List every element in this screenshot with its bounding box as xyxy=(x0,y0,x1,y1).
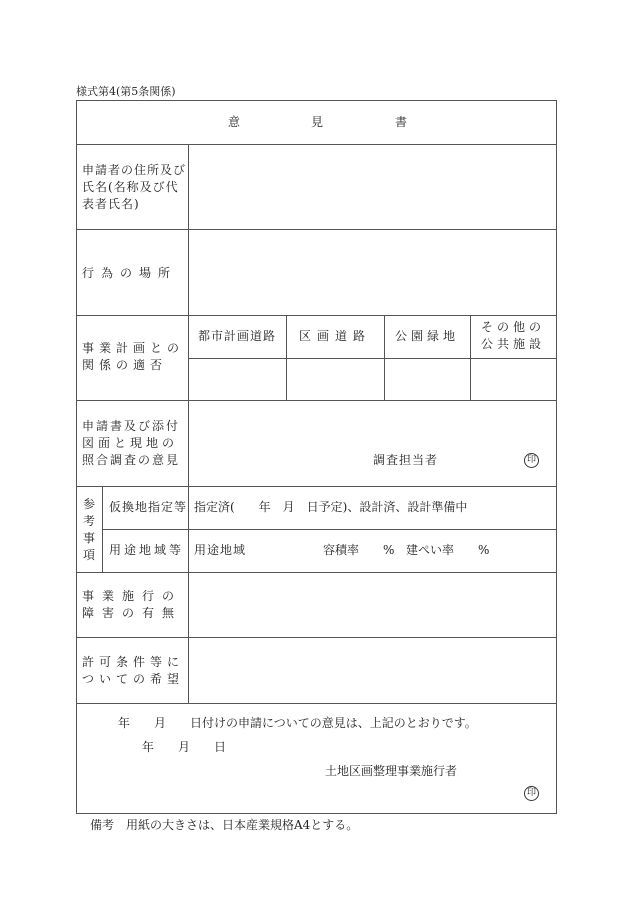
obstacle-label: 事業施行の 障害の有無 xyxy=(82,589,183,620)
inspector-label: 調査担当者 xyxy=(373,453,439,467)
permit-field[interactable] xyxy=(190,639,555,702)
plan-park-field[interactable] xyxy=(386,360,469,399)
plan-col-park: 公園緑地 xyxy=(394,329,459,343)
coverage-ratio: 建ぺい率 % xyxy=(406,543,490,557)
location-field[interactable] xyxy=(190,231,555,314)
title-char: 意 xyxy=(228,115,242,129)
obstacle-field[interactable] xyxy=(190,574,555,636)
implementer-label: 土地区画整理事業施行者 xyxy=(325,764,458,778)
footer-date: 年 月 日 xyxy=(142,740,227,754)
plan-block-road-field[interactable] xyxy=(288,360,383,399)
plan-label: 事業計画との 関係の適否 xyxy=(82,341,185,372)
use-district: 用途地域 xyxy=(194,543,247,557)
zoning-label: 用途地域等 xyxy=(109,543,185,557)
plan-city-road-field[interactable] xyxy=(190,360,285,399)
permit-label: 許可条件等に ついての希望 xyxy=(82,655,185,686)
survey-label: 申請書及び添付 図面と現地の 照合調査の意見 xyxy=(82,419,181,467)
floor-area-ratio: 容積率 % xyxy=(323,543,395,557)
replotting-value: 指定済( 年 月 日予定)、設計済、設計準備中 xyxy=(194,500,468,514)
seal-icon: 印 xyxy=(524,786,539,801)
applicant-label: 申請者の住所及び 氏名(名称及び代 表者氏名) xyxy=(82,163,187,211)
title-char: 書 xyxy=(395,115,409,129)
form-number: 様式第4(第5条関係) xyxy=(76,85,176,98)
replotting-label: 仮換地指定等 xyxy=(109,500,188,514)
title-char: 見 xyxy=(311,115,325,129)
plan-col-city-road: 都市計画道路 xyxy=(197,329,276,343)
note: 備考 用紙の大きさは、日本産業規格A4とする。 xyxy=(90,818,359,832)
location-label: 行為の場所 xyxy=(82,266,178,280)
plan-other-field[interactable] xyxy=(472,360,555,399)
seal-icon: 印 xyxy=(524,453,539,468)
reference-label: 参 考 事 項 xyxy=(83,497,97,562)
footer-statement: 年 月 日付けの申請についての意見は、上記のとおりです。 xyxy=(118,716,477,730)
applicant-field[interactable] xyxy=(190,146,555,228)
plan-col-other: その他の 公共施設 xyxy=(480,320,545,351)
plan-col-block-road: 区画道路 xyxy=(298,329,371,343)
